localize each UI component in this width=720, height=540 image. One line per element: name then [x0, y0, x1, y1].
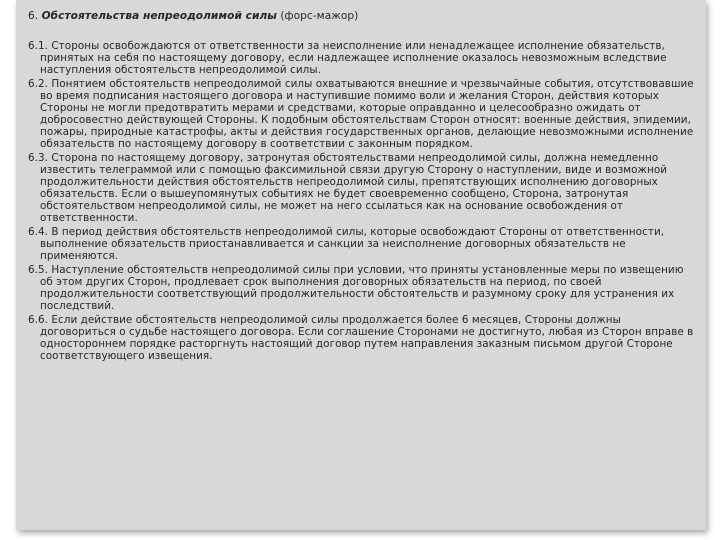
document-body [28, 10, 696, 364]
section-heading-number: 6. [28, 10, 42, 22]
section-heading [28, 10, 696, 23]
clause-6-4: 6.4. В период действия обстоятельств непреодолимой силы, которые освобождают Стороны от ответственности, выполнение обязательств приостанавливается и санкции за неисполнение договорных обязательств не применяются. [28, 226, 665, 262]
clause-6-1: 6.1. Стороны освобождаются от ответственности за неисполнение или ненадлежащее исполнение обязательств, принятых на себя по настоящему договору, если надлежащее исполнение оказалось невозможным вследствие наступления обстоятельств непреодолимой силы. [28, 40, 667, 76]
clause-6-3: 6.3. Сторона по настоящему договору, затронутая обстоятельствами непреодолимой силы, должна немедленно известить телеграммой или с помощью факсимильной связи другую Сторону о наступлении, виде и возможной продолжительности действия обстоятельств непреодолимой силы, препятствующих исполнению договорных обязательств. Если о вышеупомянутых событиях не будет своевременно сообщено, Сторона, затронутая обстоятельством непреодолимой силы, не может на него ссылаться как на основание освобождения от ответственности. [28, 152, 668, 224]
clause-6-5: 6.5. Наступление обстоятельств непреодолимой силы при условии, что приняты установленные меры по извещению об этом других Сторон, продлевает срок выполнения договорных обязательств на период, по своей продолжительности соответствующий продолжительности обстоятельств и разумному сроку для устранения их последствий. [28, 264, 684, 312]
clause-6-6: 6.6. Если действие обстоятельств непреодолимой силы продолжается более 6 месяцев, Стороны должны договориться о судьбе настоящего договора. Если соглашение Сторонами не достигнуто, любая из Сторон вправе в одностороннем порядке расторгнуть настоящий договор путем направления заказным письмом другой Стороне соответствующего извещения. [28, 314, 694, 362]
section-heading-subtitle: (форс-мажор) [276, 10, 359, 22]
section-heading-title: Обстоятельства непреодолимой силы [41, 10, 277, 22]
clause-6-2: 6.2. Понятием обстоятельств непреодолимой силы охватываются внешние и чрезвычайные события, отсутствовавшие во время подписания настоящего договора и наступившие помимо воли и желания Сторон, действия которых Стороны не могли предотвратить мерами и средствами, которые оправданно и целесообразно ожидать от добросовестно действующей Стороны. К подобным обстоятельствам Сторон относят: военные действия, эпидемии, пожары, природные катастрофы, акты и действия государственных органов, делающие невозможными исполнение обязательств по настоящему договору в соответствии с законным порядком. [28, 78, 694, 150]
document-slide [16, 0, 706, 530]
